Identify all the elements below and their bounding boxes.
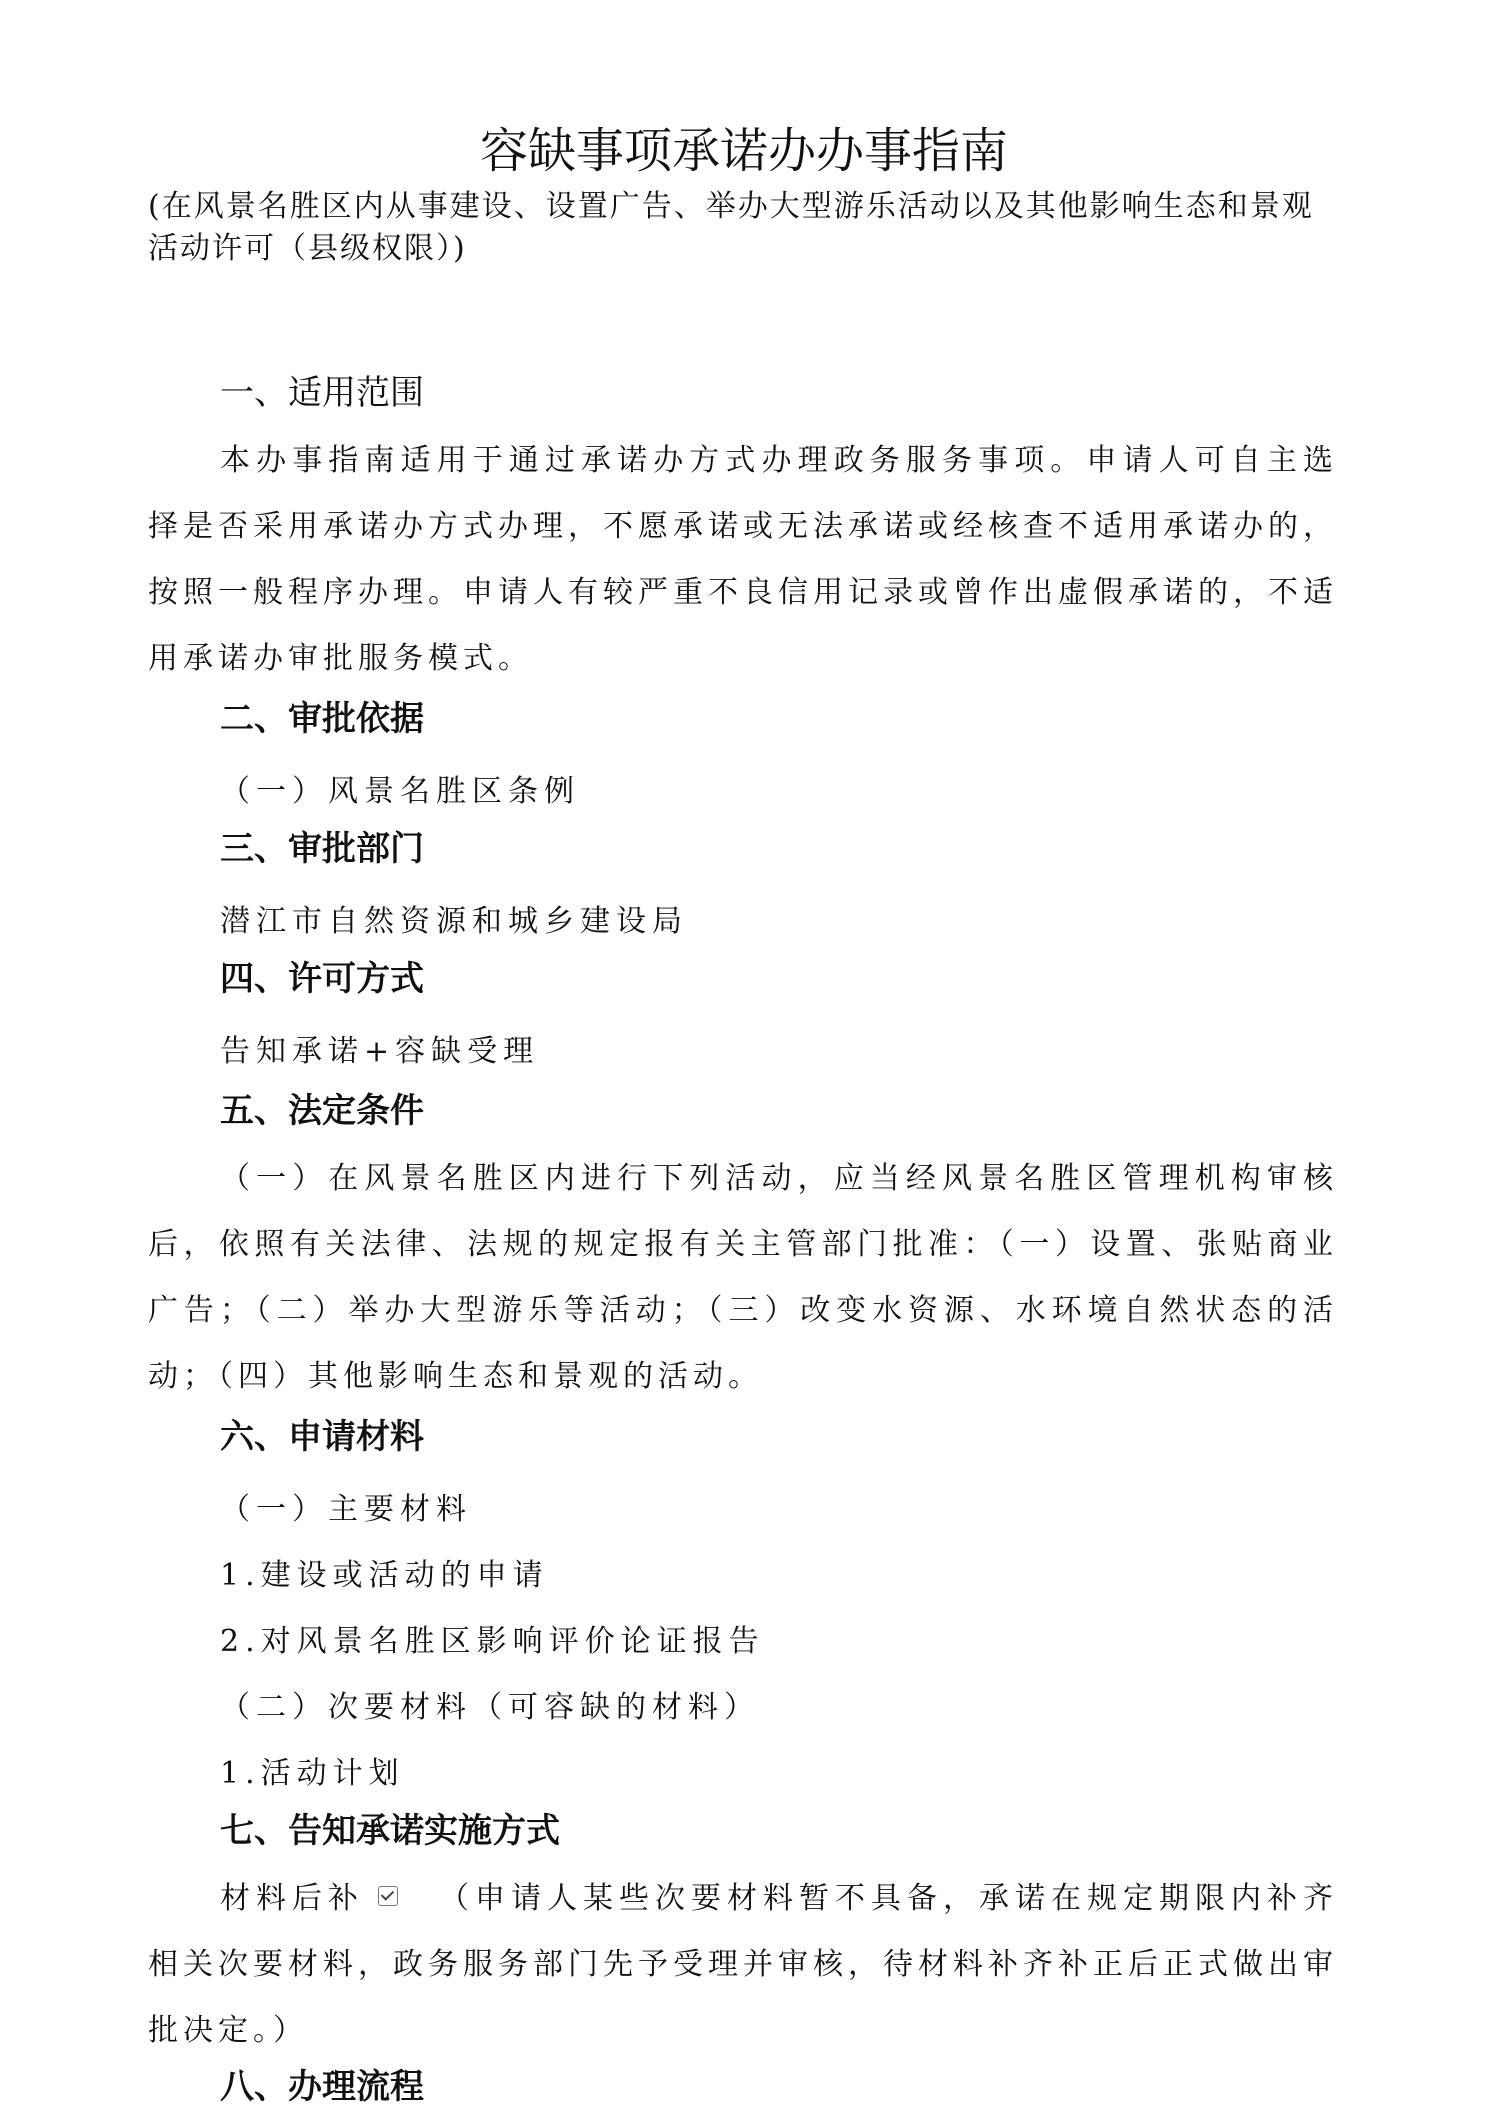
main-material-item-2: 2.对风景名胜区影响评价论证报告 xyxy=(220,1624,765,1659)
secondary-material-item-1: 1.活动计划 xyxy=(220,1756,405,1791)
section-5-heading: 五、法定条件 xyxy=(220,1091,424,1131)
section-1-text: 本办事指南适用于通过承诺办方式办理政务服务事项。申请人可自主选择是否采用承诺办方式办理，不愿承诺或无法承诺或经核查不适用承诺办的，按照一般程序办理。申请人有较严重不良信用记录或曾作出虚假承诺的，不适用承诺办审批服务模式。 xyxy=(148,443,1338,676)
section-1-heading: 一、适用范围 xyxy=(220,373,424,413)
section-2-item-1: （一）风景名胜区条例 xyxy=(220,774,580,809)
section-3-text: 潜江市自然资源和城乡建设局 xyxy=(220,904,688,939)
material-later-checkbox[interactable] xyxy=(378,1886,398,1906)
secondary-materials-label: （二）次要材料（可容缺的材料） xyxy=(220,1690,760,1725)
main-material-item-1: 1.建设或活动的申请 xyxy=(220,1558,549,1593)
section-2-heading: 二、审批依据 xyxy=(220,699,424,739)
material-later-description: （申请人某些次要材料暂不具备，承诺在规定期限内补齐相关次要材料，政务服务部门先予受理并审核，待材料补齐补正后正式做出审批决定。） xyxy=(148,1881,1338,2048)
material-later-label: 材料后补 xyxy=(220,1881,364,1916)
section-3-heading: 三、审批部门 xyxy=(220,829,424,869)
section-4-text: 告知承诺+容缺受理 xyxy=(220,1034,540,1069)
document-subtitle: (在风景名胜区内从事建设、设置广告、举办大型游乐活动以及其他影响生态和景观活动许可（县级权限）) xyxy=(148,189,1314,266)
section-5-text: （一）在风景名胜区内进行下列活动，应当经风景名胜区管理机构审核后，依照有关法律、法规的规定报有关主管部门批准：（一）设置、张贴商业广告；（二）举办大型游乐等活动；（三）改变水资源、水环境自然状态的活动；（四）其他影响生态和景观的活动。 xyxy=(148,1161,1338,1394)
section-8-heading: 八、办理流程 xyxy=(220,2067,424,2107)
section-7-heading: 七、告知承诺实施方式 xyxy=(220,1811,560,1851)
section-4-heading: 四、许可方式 xyxy=(220,959,424,999)
document-title: 容缺事项承诺办办事指南 xyxy=(479,123,1008,179)
section-6-heading: 六、申请材料 xyxy=(220,1417,424,1457)
main-materials-label: （一）主要材料 xyxy=(220,1492,472,1527)
section-7-option xyxy=(148,1866,1338,2064)
